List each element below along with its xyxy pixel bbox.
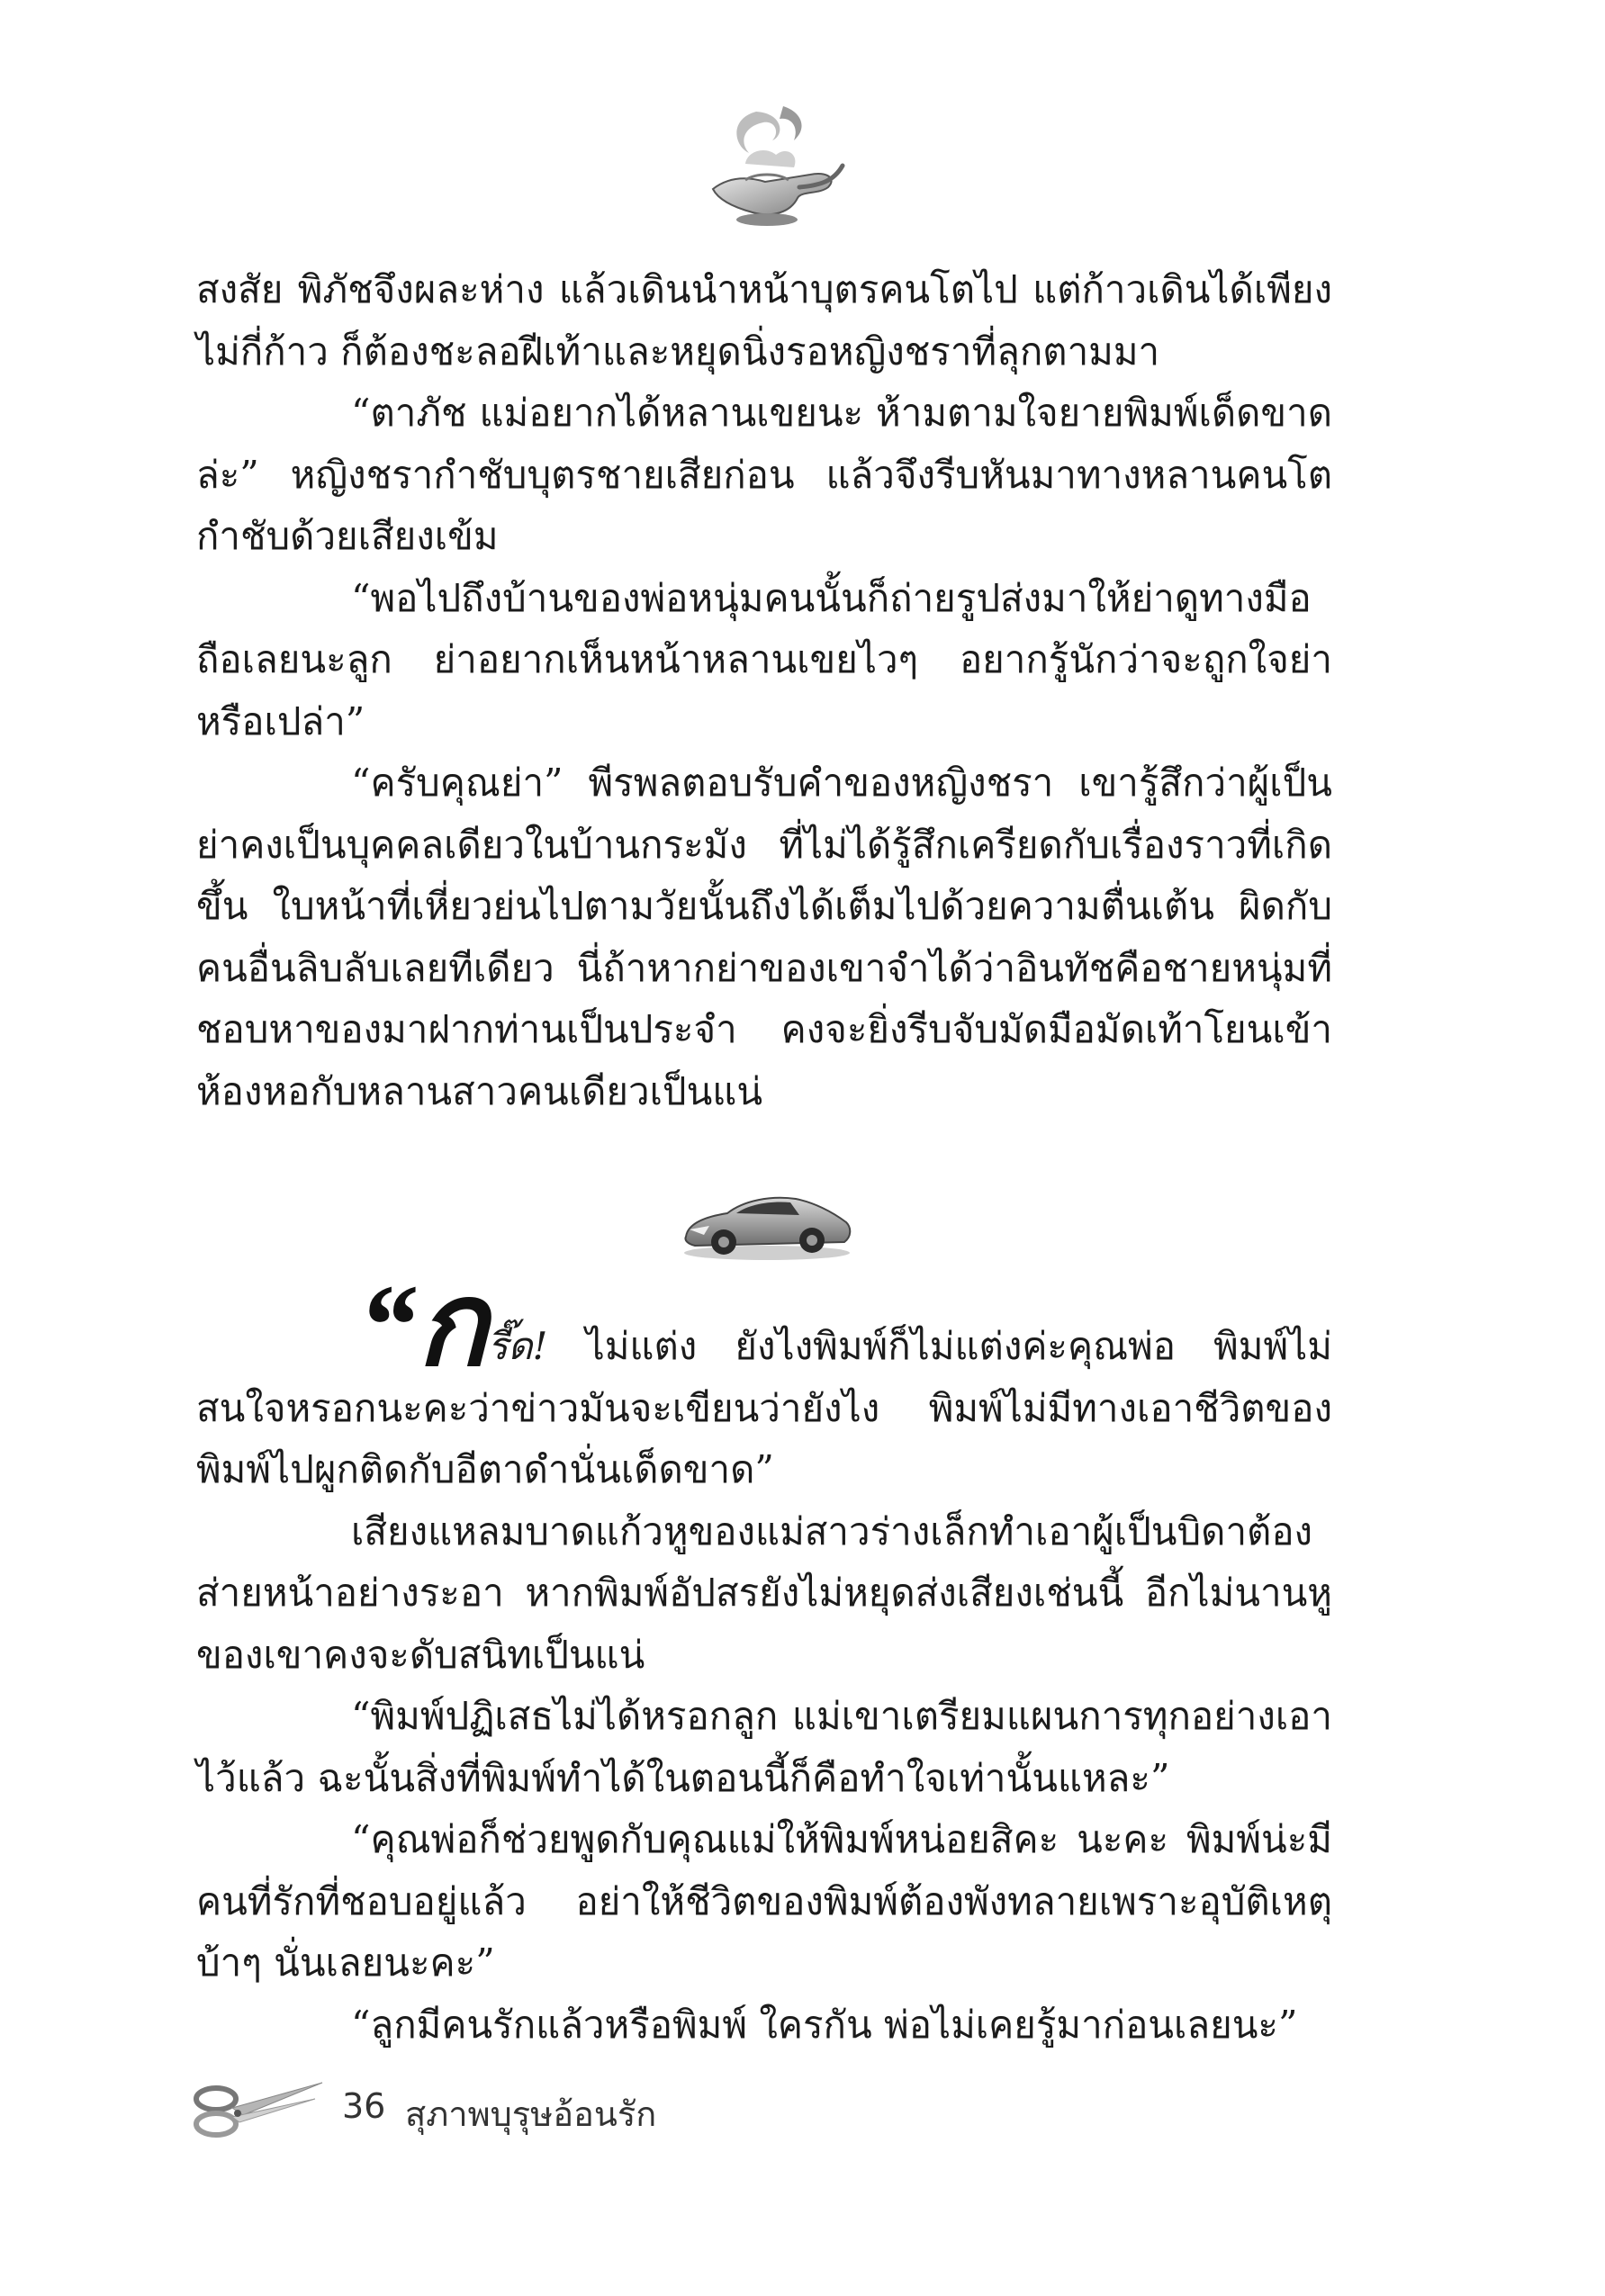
dropcap-quote: “ xyxy=(358,1261,417,1391)
dropcap-letter: ก xyxy=(417,1261,488,1391)
text-block-1 xyxy=(196,259,1332,1122)
scissors-ornament-icon xyxy=(189,2072,324,2144)
paragraph: “ตาภัช แม่อยากได้หลานเขยนะ ห้ามตามใจยายพิมพ์เด็ดขาดล่ะ” หญิงชรากำชับบุตรชายเสียก่อน แล้วจึงรีบหันมาทางหลานคนโตกำชับด้วยเสียงเข้ม xyxy=(196,391,1332,558)
dropcap-rest: ไม่แต่ง ยังไงพิมพ์ก็ไม่แต่งค่ะคุณพ่อ พิมพ์ไม่สนใจหรอกนะคะว่าข่าวมันจะเขียนว่ายังไง พิมพ์ไม่มีทางเอาชีวิตของพิมพ์ไปผูกติดกับอีตาดำนั่นเด็ดขาด” xyxy=(196,1324,1332,1491)
page-number: 36 xyxy=(342,2086,386,2126)
paragraph: “พิมพ์ปฏิเสธไม่ได้หรอกลูก แม่เขาเตรียมแผนการทุกอย่างเอาไว้แล้ว ฉะนั้นสิ่งที่พิมพ์ทำได้ในตอนนี้ก็คือทำใจเท่านั้นแหละ” xyxy=(196,1694,1332,1800)
lamp-ornament-icon xyxy=(693,101,846,234)
dropcap-lead: รี๊ด! xyxy=(487,1324,548,1368)
car-ornament-icon xyxy=(677,1181,857,1266)
dropcap-paragraph xyxy=(196,1261,1332,1501)
paragraph: เสียงแหลมบาดแก้วหูของแม่สาวร่างเล็กทำเอาผู้เป็นบิดาต้องส่ายหน้าอย่างระอา หากพิมพ์อัปสรยังไม่หยุดส่งเสียงเช่นนี้ อีกไม่นานหูของเขาคงจะดับสนิทเป็นแน่ xyxy=(196,1508,1332,1677)
paragraph: “ครับคุณย่า” พีรพลตอบรับคำของหญิงชรา เขารู้สึกว่าผู้เป็นย่าคงเป็นบุคคลเดียวในบ้านกระมัง ที่ไม่ได้รู้สึกเครียดกับเรื่องราวที่เกิดขึ้น ใบหน้าที่เหี่ยวย่นไปตามวัยนั้นถึงได้เต็มไปด้วยความตื่นเต้น ผิดกับคนอื่นลิบลับเลยทีเดียว นี่ถ้าหากย่าของเขาจำได้ว่าอินทัชคือชายหนุ่มที่ชอบหาของมาฝากท่านเป็นประจำ คงจะยิ่งรีบจับมัดมือมัดเท้าโยนเข้าห้องหอกับหลานสาวคนเดียวเป็นแน่ xyxy=(196,761,1332,1113)
paragraph: “คุณพ่อก็ช่วยพูดกับคุณแม่ให้พิมพ์หน่อยสิคะ นะคะ พิมพ์น่ะมีคนที่รักที่ชอบอยู่แล้ว อย่าให้ชีวิตของพิมพ์ต้องพังทลายเพราะอุบัติเหตุบ้าๆ นั่นเลยนะคะ” xyxy=(196,1817,1332,1985)
paragraph: “พอไปถึงบ้านของพ่อหนุ่มคนนั้นก็ถ่ายรูปส่งมาให้ย่าดูทางมือถือเลยนะลูก ย่าอยากเห็นหน้าหลานเขยไวๆ อยากรู้นักว่าจะถูกใจย่าหรือเปล่า” xyxy=(196,575,1332,743)
book-title: สุภาพบุรุษอ้อนรัก xyxy=(405,2094,657,2134)
text-block-2 xyxy=(196,1261,1332,2056)
paragraph: “ลูกมีคนรักแล้วหรือพิมพ์ ใครกัน พ่อไม่เคยรู้มาก่อนเลยนะ” xyxy=(351,2002,1298,2047)
paragraph: สงสัย พิภัชจึงผละห่าง แล้วเดินนำหน้าบุตรคนโตไป แต่ก้าวเดินได้เพียงไม่กี่ก้าว ก็ต้องชะลอฝีเท้าและหยุดนิ่งรอหญิงชราที่ลุกตามมา xyxy=(196,267,1332,374)
